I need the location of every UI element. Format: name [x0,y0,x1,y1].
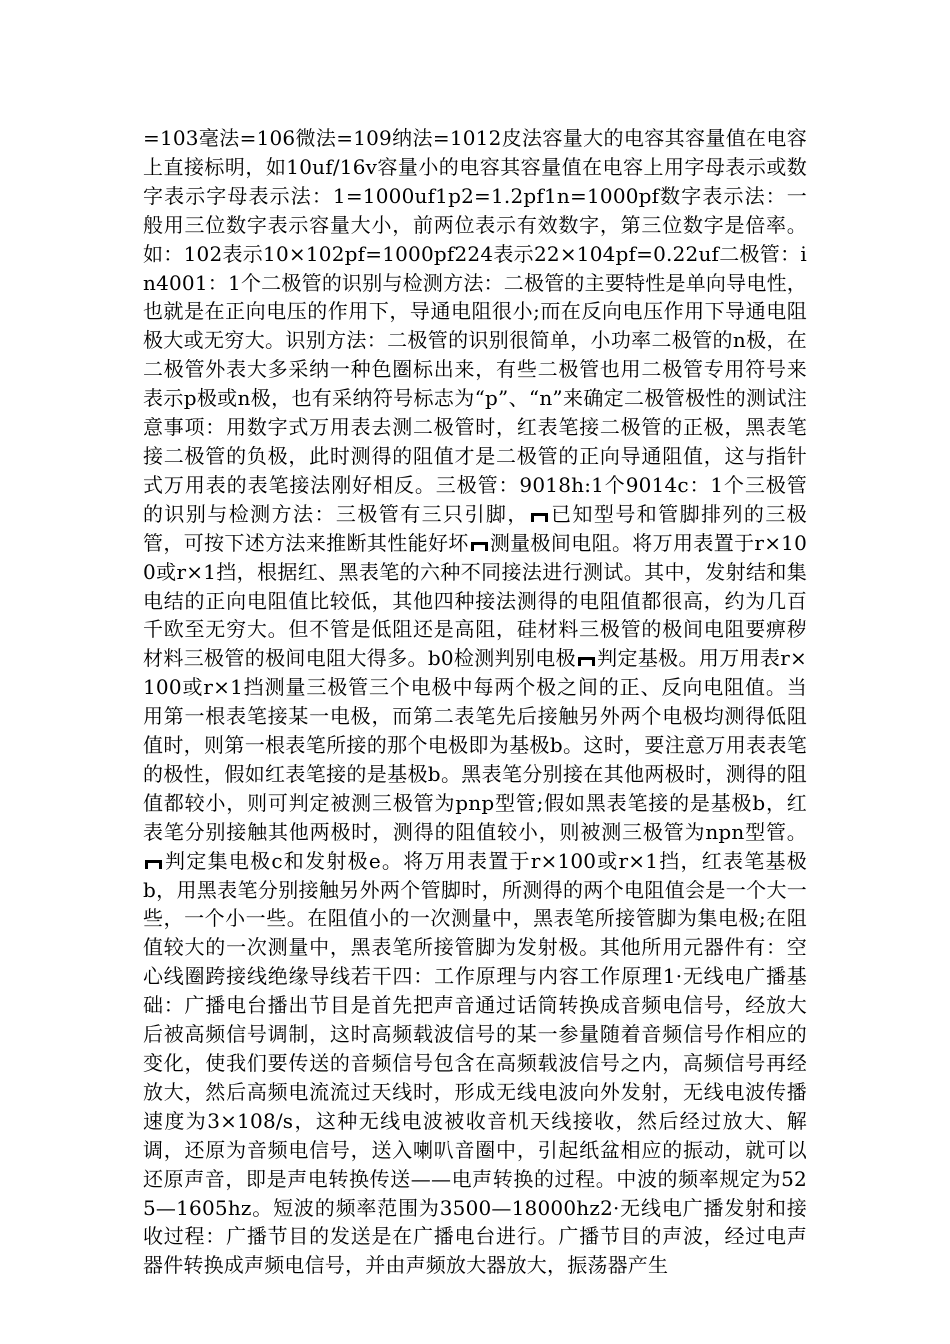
bracket-glyph-icon [471,542,488,551]
text-segment: 判定基极。用万用表r×100或r×1挡测量三极管三个电极中每两个极之间的正、反向电阻值。当用第一根表笔接某一电极，而第二表笔先后接触另外两个电极均测得低阻值时，则第一根表笔所接的那个电极即为基极b。这时，要注意万用表表笔的极性，假如红表笔接的是基极b。黑表笔分别接在其他两极时，测得的阻值都较小，则可判定被测三极管为pnp型管;假如黑表笔接的是基极b，红表笔分别接触其他两极时，测得的阻值较小，则被测三极管为npn型管。 [143,646,807,844]
document-page [143,124,807,1280]
text-segment: 判定集电极c和发射极e。将万用表置于r×100或r×1挡，红表笔基极b，用黑表笔分别接触另外两个管脚时，所测得的两个电阻值会是一个大一些，一个小一些。在阻值小的一次测量中，黑表笔所接管脚为集电极;在阻值较大的一次测量中，黑表笔所接管脚为发射极。其他所用元器件有：空心线圈跨接线绝缘导线若干四：工作原理与内容工作原理1·无线电广播基础：广播电台播出节目是首先把声音通过话筒转换成音频电信号，经放大后被高频信号调制，这时高频载波信号的某一参量随着音频信号作相应的变化，使我们要传送的音频信号包含在高频载波信号之内，高频信号再经放大，然后高频电流流过天线时，形成无线电波向外发射，无线电波传播速度为3×108/s，这种无线电波被收音机天线接收，然后经过放大、解调，还原为音频电信号，送入喇叭音圈中，引起纸盆相应的振动，就可以还原声音，即是声电转换传送——电声转换的过程。中波的频率规定为525—1605hz。短波的频率范围为3500—18000hz2·无线电广播发射和接收过程：广播节目的发送是在广播电台进行。广播节目的声波，经过电声器件转换成声频电信号，并由声频放大器放大，振荡器产生 [143,848,807,1278]
text-segment: =103毫法=106微法=109纳法=1012皮法容量大的电容其容量值在电容上直接标明，如10uf/16v容量小的电容其容量值在电容上用字母表示或数字表示字母表示法：1=1000uf1p2=1.2pf1n=1000pf数字表示法：一般用三位数字表示容量大小，前两位表示有效数字，第三位数字是倍率。如：102表示10×102pf=1000pf224表示22×104pf=0.22uf二极管：in4001：1个二极管的识别与检测方法：二极管的主要特性是单向导电性，也就是在正向电压的作用下，导通电阻很小;而在反向电压作用下导通电阻极大或无穷大。识别方法：二极管的识别很简单，小功率二极管的n极，在二极管外表大多采纳一种色圈标出来，有些二极管也用二极管专用符号来表示p极或n极，也有采纳符号标志为“p”、“n”来确定二极管极性的测试注意事项：用数字式万用表去测二极管时，红表笔接二极管的正极，黑表笔接二极管的负极，此时测得的阻值才是二极管的正向导通阻值，这与指针式万用表的表笔接法刚好相反。三极管：9018h:1个9014c：1个三极管的识别与检测方法：三极管有三只引脚， [143,126,807,526]
bracket-glyph-icon [531,513,548,522]
body-paragraph [143,124,807,1280]
bracket-glyph-icon [578,657,595,666]
text-segment: 已知型号和管脚排列的三极管，可按下述方法来推断其性能好坏 [143,501,807,555]
bracket-glyph-icon [145,860,162,869]
text-segment: 测量极间电阻。将万用表置于r×100或r×1挡，根据红、黑表笔的六种不同接法进行测试。其中，发射结和集电结的正向电阻值比较低，其他四种接法测得的电阻值都很高，约为几百千欧至无穷大。但不管是低阻还是高阻，硅材料三极管的极间电阻要痹秽材料三极管的极间电阻大得多。b0检测判别电极 [143,530,807,671]
